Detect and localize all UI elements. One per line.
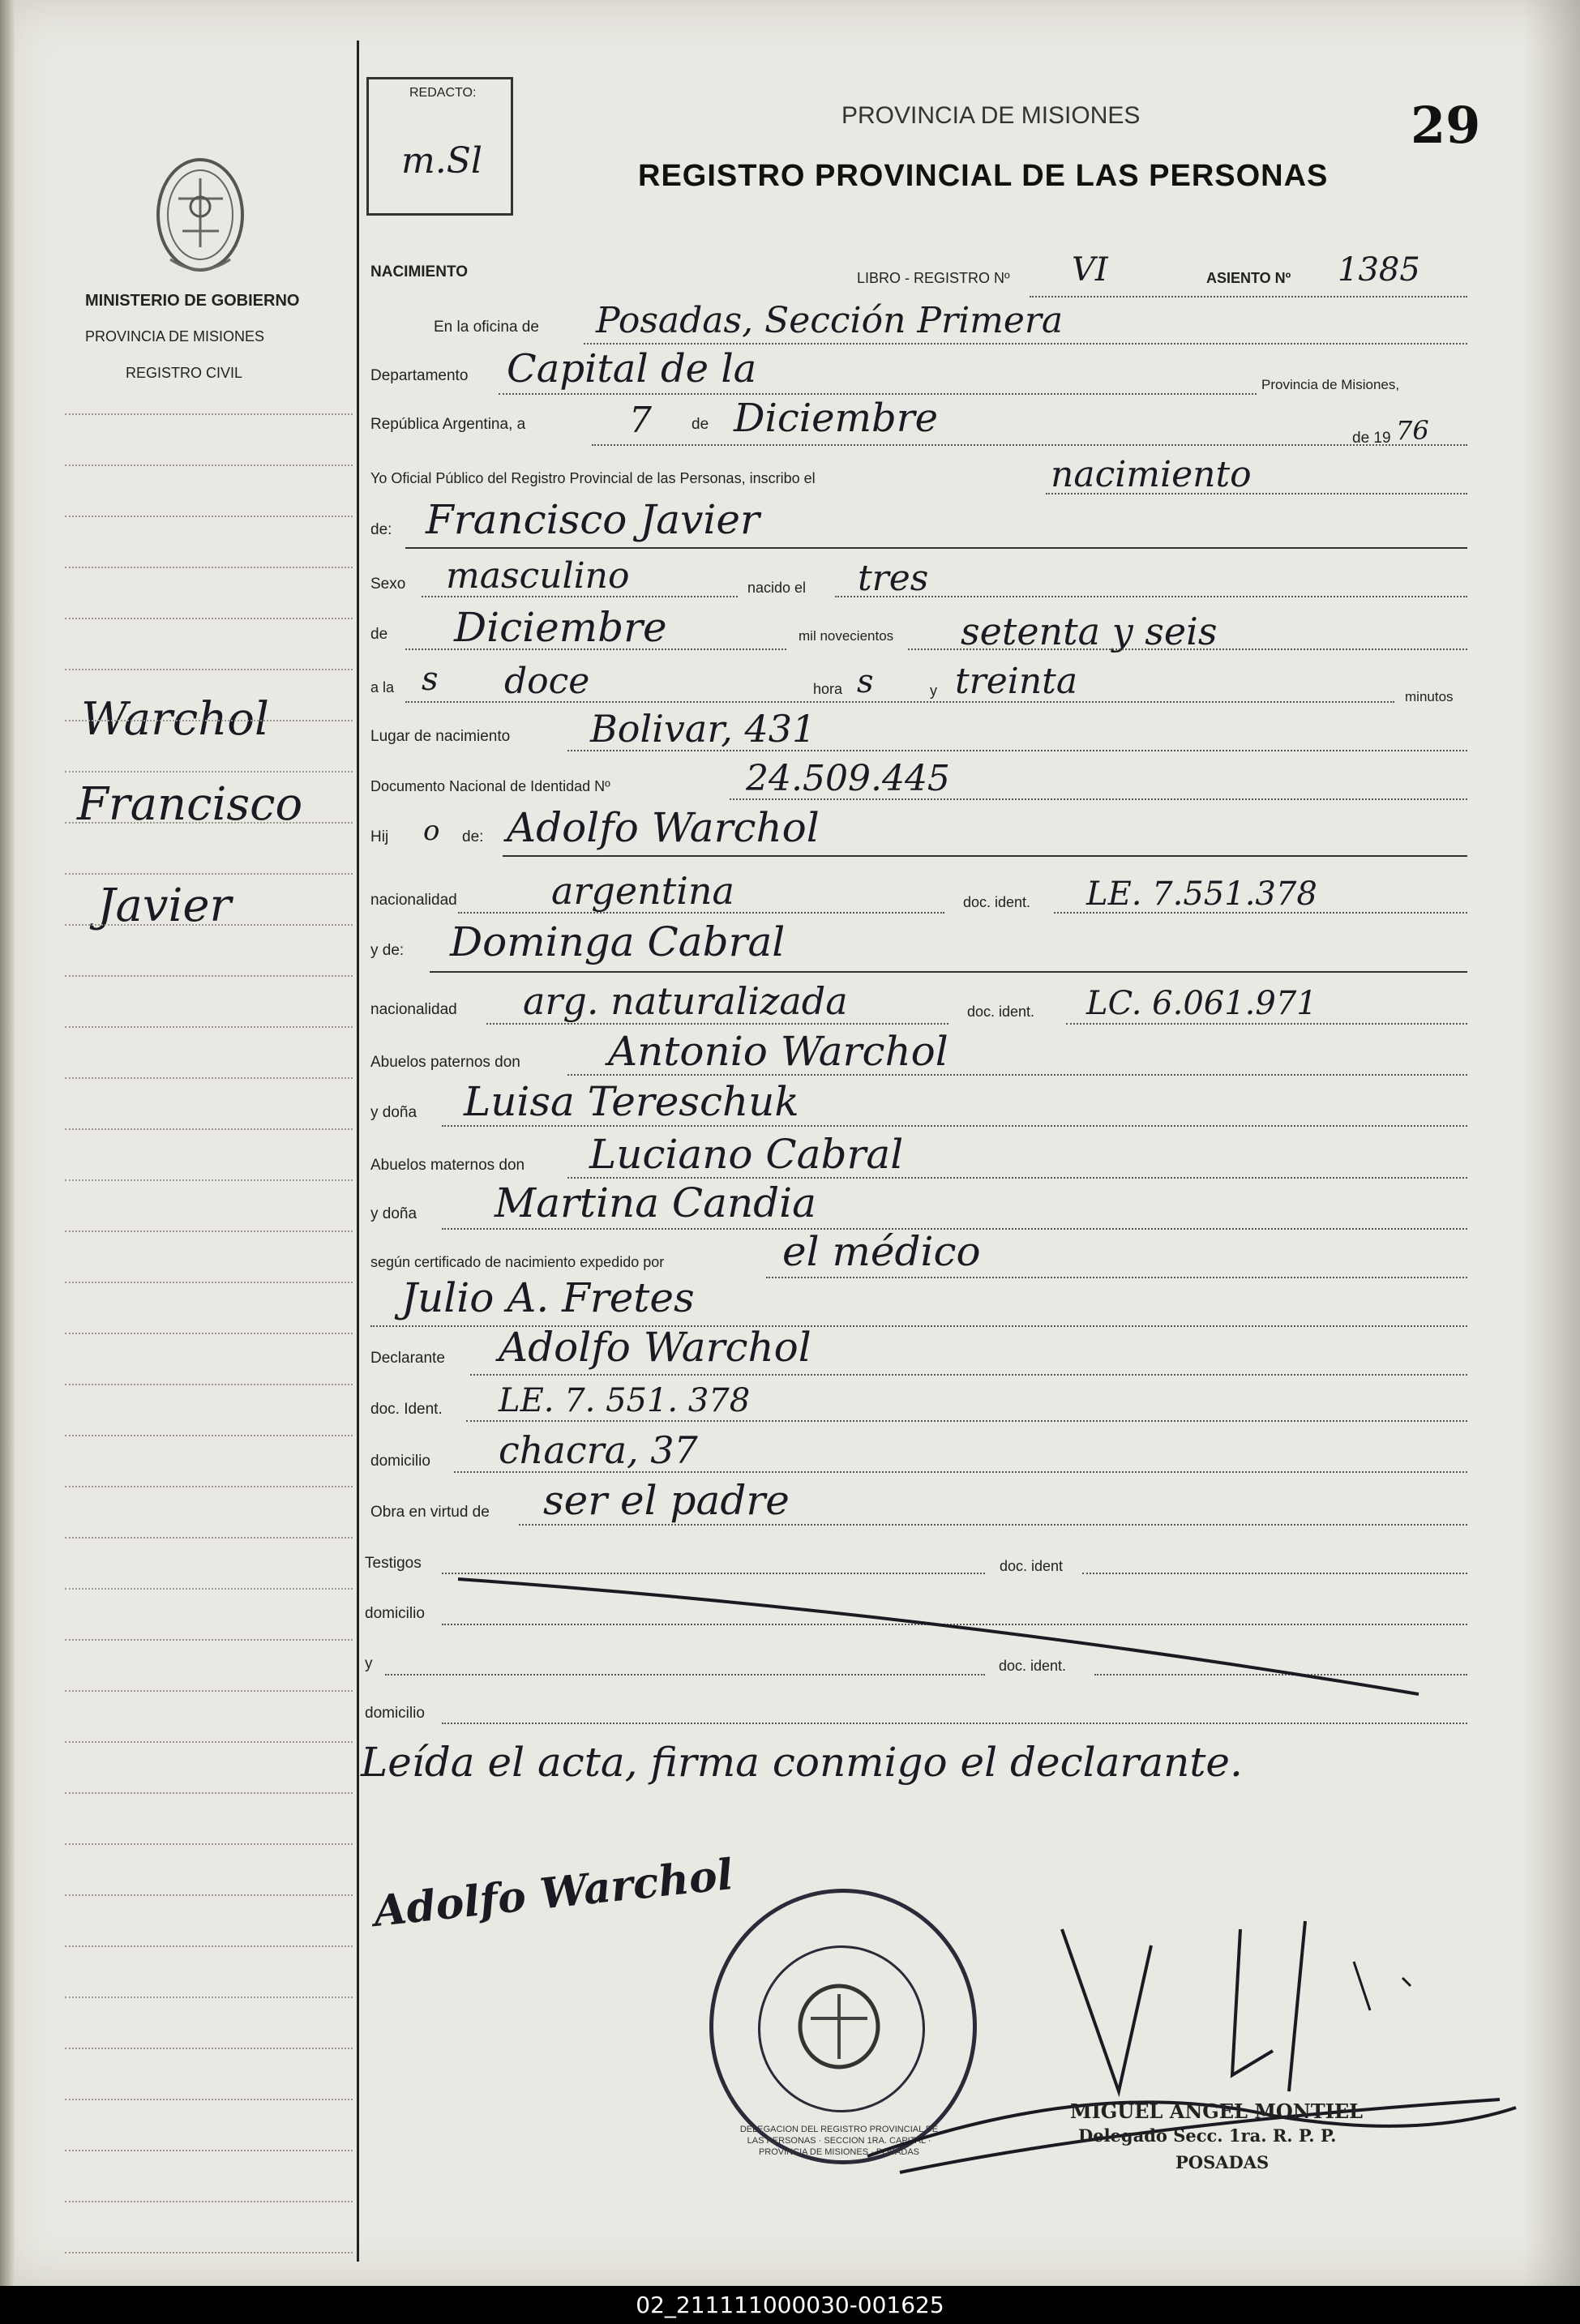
minutes-value: treinta bbox=[955, 661, 1078, 702]
year-value: 76 bbox=[1396, 415, 1429, 446]
official-role: Delegado Secc. 1ra. R. P. P. bbox=[1078, 2125, 1337, 2146]
book-binding bbox=[0, 0, 15, 2286]
margin-surname: Warchol bbox=[81, 693, 269, 746]
hours-value: doce bbox=[504, 661, 590, 702]
official-name: MIGUEL ANGEL MONTIEL bbox=[1070, 2099, 1363, 2123]
ydona2-value: Martina Candia bbox=[495, 1179, 816, 1226]
page-number: 29 bbox=[1411, 96, 1481, 155]
lugar-label: Lugar de nacimiento bbox=[370, 728, 511, 745]
docident3-value: LE. 7. 551. 378 bbox=[499, 1382, 751, 1419]
ydona1-label: y doña bbox=[370, 1104, 417, 1121]
y-label: y bbox=[930, 683, 937, 699]
redacto-box bbox=[366, 77, 513, 216]
hijo-label: Hij bbox=[370, 828, 389, 845]
de2-label: de bbox=[370, 626, 388, 643]
oficina-label: En la oficina de bbox=[434, 319, 539, 336]
ministry-province: PROVINCIA DE MISIONES bbox=[85, 328, 265, 345]
domicilio2-label: domicilio bbox=[365, 1605, 425, 1622]
minutos-label: minutos bbox=[1405, 689, 1454, 704]
yde-label: y de: bbox=[370, 942, 405, 959]
record-type-label: NACIMIENTO bbox=[370, 263, 468, 280]
margin-line bbox=[65, 1537, 353, 1539]
registry-heading: REGISTRO PROVINCIAL DE LAS PERSONAS bbox=[638, 159, 1329, 193]
margin-line bbox=[65, 1741, 353, 1743]
margin-line bbox=[65, 618, 353, 619]
docident2-label: doc. ident. bbox=[967, 1004, 1035, 1020]
margin-line bbox=[65, 822, 353, 824]
margin-line bbox=[65, 464, 353, 466]
day-value: 7 bbox=[629, 400, 652, 441]
sexo-value: masculino bbox=[446, 555, 630, 597]
margin-line bbox=[65, 1435, 353, 1436]
oficial-label: Yo Oficial Público del Registro Provincial de las Personas, inscribo el bbox=[370, 470, 816, 486]
image-id-footer: 02_211111000030-001625 bbox=[0, 2286, 1580, 2324]
witness-cancel-line bbox=[454, 1573, 1427, 1702]
declarant-signature: Adolfo Warchol bbox=[371, 1849, 736, 1937]
abuelos-maternos-label: Abuelos maternos don bbox=[370, 1157, 525, 1174]
margin-line bbox=[65, 516, 353, 517]
mil-label: mil novecientos bbox=[799, 628, 894, 644]
libro-label: LIBRO - REGISTRO Nº bbox=[857, 270, 1010, 286]
redacto-label: REDACTO: bbox=[409, 86, 477, 100]
obra-value: ser el padre bbox=[543, 1477, 790, 1524]
domicilio-label: domicilio bbox=[370, 1453, 430, 1470]
nacido-label: nacido el bbox=[747, 580, 807, 596]
margin-line bbox=[65, 1843, 353, 1845]
margin-line bbox=[65, 1077, 353, 1079]
stamp-text: DELEGACION DEL REGISTRO PROVINCIAL DE LAS PERSONAS · SECCION 1RA. CAPITAL · PROVINCIA DE MISIONES · POSADAS bbox=[739, 2125, 939, 2157]
medico-name: Julio A. Fretes bbox=[401, 1274, 695, 1321]
father-name: Adolfo Warchol bbox=[507, 804, 820, 851]
de-label: de bbox=[692, 416, 709, 433]
margin-line bbox=[65, 1486, 353, 1487]
margin-line bbox=[65, 567, 353, 568]
segun-value: el médico bbox=[782, 1228, 981, 1275]
year-label: de 19 bbox=[1352, 430, 1391, 447]
domicilio-value: chacra, 37 bbox=[499, 1428, 698, 1472]
margin-second-name: Javier bbox=[97, 880, 232, 932]
de-name-label: de: bbox=[370, 521, 392, 538]
official-city: POSADAS bbox=[1175, 2152, 1270, 2172]
margin-line bbox=[65, 2201, 353, 2202]
margin-line bbox=[65, 1588, 353, 1590]
margin-line bbox=[65, 1179, 353, 1181]
docident4-label: doc. ident. bbox=[999, 1658, 1067, 1674]
margin-line bbox=[65, 1997, 353, 1998]
margin-line bbox=[65, 1128, 353, 1130]
margin-line bbox=[65, 1333, 353, 1334]
asiento-value: 1385 bbox=[1338, 251, 1420, 289]
mil-value: setenta y seis bbox=[961, 610, 1218, 653]
horas-suffix: s bbox=[857, 663, 874, 700]
docident3-label: doc. Ident. bbox=[370, 1401, 443, 1418]
docident1-label: doc. ident. bbox=[963, 894, 1031, 910]
segun-label: según certificado de nacimiento expedido por bbox=[370, 1254, 665, 1270]
coat-of-arms-emblem bbox=[146, 150, 255, 280]
redacto-initials: m.Sl bbox=[401, 140, 482, 182]
lugar-value: Bolivar, 431 bbox=[590, 707, 816, 751]
registered-name: Francisco Javier bbox=[426, 496, 760, 543]
margin-line bbox=[65, 1639, 353, 1641]
y2-label: y bbox=[365, 1655, 373, 1672]
departamento-value: Capital de la bbox=[507, 346, 757, 392]
oficina-value: Posadas, Sección Primera bbox=[596, 300, 1064, 341]
docident2-value: LC. 6.061.971 bbox=[1086, 985, 1317, 1022]
abuelos-paternos-value: Antonio Warchol bbox=[608, 1028, 948, 1075]
ydona1-value: Luisa Tereschuk bbox=[464, 1078, 799, 1125]
margin-line bbox=[65, 975, 353, 977]
margin-line bbox=[65, 873, 353, 875]
ministry-title: MINISTERIO DE GOBIERNO bbox=[85, 292, 300, 310]
sexo-label: Sexo bbox=[370, 576, 406, 593]
horas-label: hora bbox=[813, 681, 843, 697]
nacionalidad2-label: nacionalidad bbox=[370, 1001, 457, 1018]
province-heading: PROVINCIA DE MISIONES bbox=[841, 102, 1141, 129]
declarante-value: Adolfo Warchol bbox=[499, 1324, 811, 1371]
asiento-label: ASIENTO Nº bbox=[1206, 270, 1291, 286]
margin-line bbox=[65, 720, 353, 721]
closing-text: Leída el acta, firma conmigo el declarante. bbox=[361, 1739, 1243, 1786]
margin-line bbox=[65, 1282, 353, 1283]
docident1-value: LE. 7.551.378 bbox=[1086, 875, 1317, 913]
dni-label: Documento Nacional de Identidad Nº bbox=[370, 778, 610, 794]
margin-line bbox=[65, 1384, 353, 1385]
month-value: Diciembre bbox=[734, 396, 939, 441]
month2-value: Diciembre bbox=[454, 604, 667, 651]
margin-first-name: Francisco bbox=[77, 778, 303, 831]
margin-line bbox=[65, 1230, 353, 1232]
margin-line bbox=[65, 1026, 353, 1028]
margin-line bbox=[65, 1945, 353, 1947]
nacionalidad2-value: arg. naturalizada bbox=[523, 979, 848, 1023]
ministry-registry: REGISTRO CIVIL bbox=[126, 365, 243, 381]
margin-line bbox=[65, 669, 353, 670]
domicilio3-label: domicilio bbox=[365, 1705, 425, 1722]
dni-value: 24.509.445 bbox=[746, 758, 950, 799]
margin-line bbox=[65, 1792, 353, 1794]
margin-line bbox=[65, 771, 353, 773]
ala-label: a la bbox=[370, 679, 395, 695]
provincia-suffix: Provincia de Misiones, bbox=[1261, 377, 1400, 392]
republica-label: República Argentina, a bbox=[370, 416, 526, 433]
nacionalidad1-label: nacionalidad bbox=[370, 892, 457, 909]
margin-line bbox=[65, 413, 353, 415]
oficial-value: nacimiento bbox=[1051, 454, 1252, 495]
nacionalidad1-value: argentina bbox=[551, 869, 734, 913]
nacido-value: tres bbox=[858, 558, 929, 599]
margin-line bbox=[65, 2048, 353, 2049]
hours-prefix: s bbox=[422, 661, 439, 698]
ydona2-label: y doña bbox=[370, 1205, 417, 1222]
testigos-label: Testigos bbox=[365, 1555, 422, 1572]
margin-line bbox=[65, 2150, 353, 2151]
abuelos-maternos-value: Luciano Cabral bbox=[589, 1131, 904, 1178]
margin-line bbox=[65, 1894, 353, 1896]
margin-line bbox=[65, 924, 353, 926]
margin-line bbox=[65, 2099, 353, 2100]
obra-label: Obra en virtud de bbox=[370, 1504, 490, 1521]
departamento-label: Departamento bbox=[370, 367, 469, 384]
declarante-label: Declarante bbox=[370, 1350, 445, 1367]
mother-name: Dominga Cabral bbox=[450, 918, 786, 965]
margin-line bbox=[65, 1690, 353, 1692]
margin-line bbox=[65, 2252, 353, 2253]
hijo-de-label: de: bbox=[462, 828, 484, 845]
abuelos-paternos-label: Abuelos paternos don bbox=[370, 1054, 520, 1071]
libro-value: VI bbox=[1072, 251, 1108, 289]
column-divider bbox=[357, 41, 359, 2262]
testigos-doc-label: doc. ident bbox=[1000, 1558, 1064, 1574]
hijo-suffix: o bbox=[423, 815, 440, 847]
